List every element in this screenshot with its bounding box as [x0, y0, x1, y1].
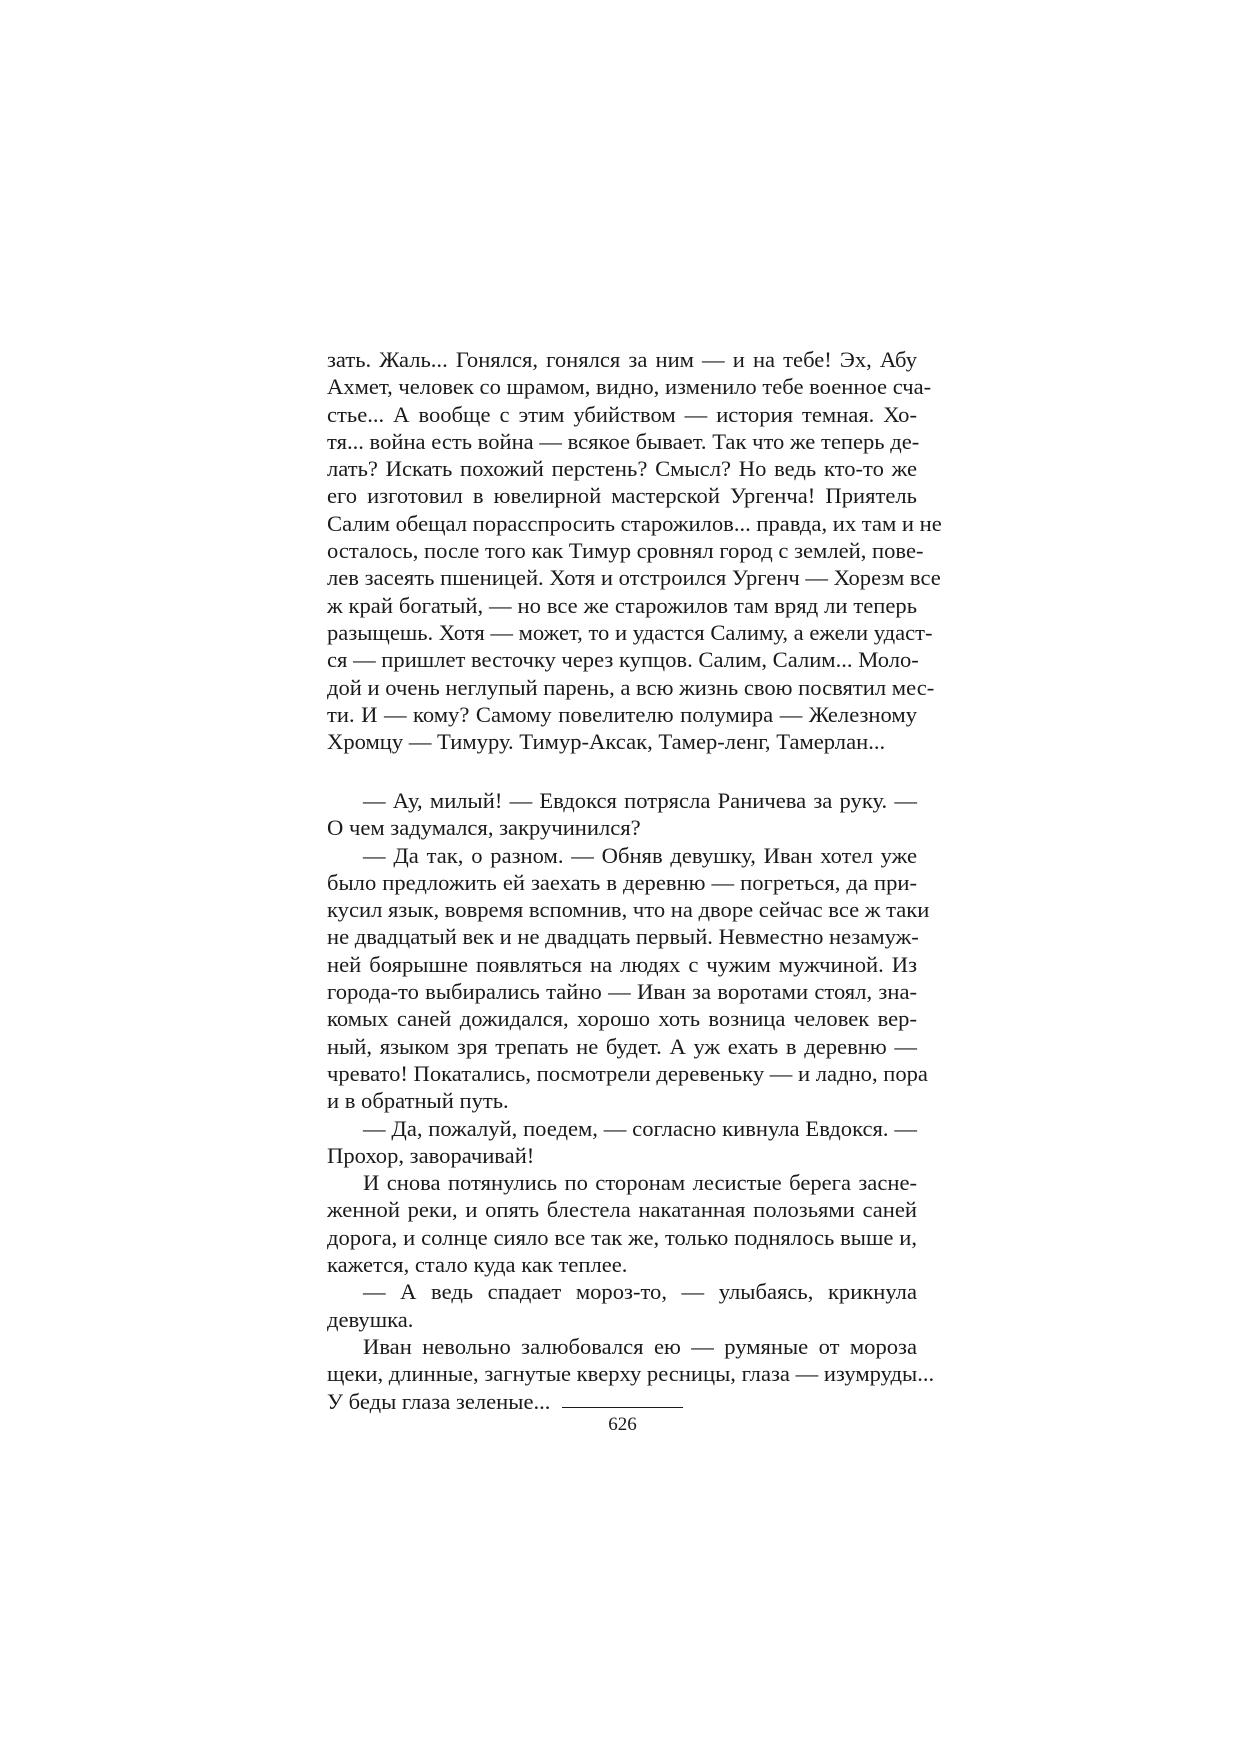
text-line: и в обратный путь. [327, 1088, 509, 1114]
text-line: девушка. [327, 1306, 414, 1332]
paragraph [327, 1115, 917, 1170]
text-line: О чем задумался, закручинился? [327, 815, 641, 841]
text-line: кусил язык, вовремя вспомнив, что на дворе сейчас все ж таки [327, 897, 930, 923]
text-line: комых саней дожидался, хорошо хоть возница человек вер- [327, 1006, 917, 1032]
text-line: ней боярышне появляться на людях с чужим мужчиной. Из [327, 951, 917, 977]
text-line: ся — пришлет весточку через купцов. Салим, Салим... Моло- [327, 647, 919, 673]
text-line: Прохор, заворачивай! [327, 1142, 535, 1168]
text-line: его изготовил в ювелирной мастерской Ургенча! Приятель [327, 483, 917, 509]
page-number: 626 [608, 1414, 637, 1435]
text-line: осталось, после того как Тимур сровнял город с землей, пове- [327, 538, 924, 564]
text-line: лать? Искать похожий перстень? Смысл? Но ведь кто-то же [327, 456, 917, 482]
text-line: Ахмет, человек со шрамом, видно, изменило тебе военное сча- [327, 374, 932, 400]
text-line: Хромцу — Тимуру. Тимур-Аксак, Тамер-ленг, Тамерлан... [327, 729, 886, 755]
paragraph [327, 787, 917, 842]
paragraph [327, 842, 930, 1115]
text-line: стье... А вообще с этим убийством — история темная. Хо- [327, 401, 917, 427]
text-line: щеки, длинные, загнутые кверху ресницы, глаза — изумруды... [327, 1361, 935, 1387]
text-line: ти. И — кому? Самому повелителю полумира — Железному [327, 701, 917, 727]
text-line: ный, языком зря трепать не будет. А уж ехать в деревню — [327, 1033, 917, 1059]
text-line: — Да так, о разном. — Обняв девушку, Иван хотел уже [363, 842, 917, 868]
text-line: не двадцатый век и не двадцать первый. Невместно незамуж- [327, 924, 919, 950]
text-line: тя... война есть война — всякое бывает. Так что же теперь де- [327, 428, 920, 454]
paragraph [327, 1169, 917, 1278]
text-line: женной реки, и опять блестела накатанная полозьями саней [327, 1197, 917, 1223]
text-line: дой и очень неглупый парень, а всю жизнь свою посвятил мес- [327, 674, 935, 700]
text-line: ж край богатый, — но все же старожилов там вряд ли теперь [327, 592, 917, 618]
text-line: чревато! Покатались, посмотрели деревеньку — и ладно, пора [327, 1060, 928, 1086]
text-section-1 [327, 346, 942, 755]
text-line: лев засеять пшеницей. Хотя и отстроился Ургенч — Хорезм все [327, 565, 941, 591]
text-line: было предложить ей заехать в деревню — погреться, да при- [327, 869, 917, 895]
text-line: — Ау, милый! — Евдокся потрясла Раничева за руку. — [363, 788, 917, 813]
text-line: разыщешь. Хотя — может, то и удастся Салиму, а ежели удаст- [327, 619, 933, 645]
text-line: дорога, и солнце сияло все так же, только поднялось выше и, [327, 1224, 917, 1250]
text-section-2 [327, 787, 935, 1415]
text-line: — Да, пожалуй, поедем, — согласно кивнула Евдокся. — [363, 1115, 917, 1141]
text-line: Иван невольно залюбовался ею — румяные от мороза [363, 1333, 917, 1359]
text-line: кажется, стало куда как теплее. [327, 1252, 628, 1278]
text-line: У беды глаза зеленые... [327, 1388, 551, 1414]
text-line: Салим обещал порасспросить старожилов... правда, их там и не [327, 510, 942, 536]
paragraph [327, 1333, 935, 1415]
paragraph [327, 346, 942, 755]
text-line: города-то выбирались тайно — Иван за воротами стоял, зна- [327, 979, 917, 1005]
paragraph [327, 1278, 917, 1333]
text-line: — А ведь спадает мороз-то, — улыбаясь, крикнула [363, 1279, 917, 1305]
text-line: зать. Жаль... Гонялся, гонялся за ним — и на тебе! Эх, Абу [327, 347, 917, 372]
footer-rule [562, 1407, 683, 1408]
text-line: И снова потянулись по сторонам лесистые берега засне- [363, 1170, 917, 1196]
